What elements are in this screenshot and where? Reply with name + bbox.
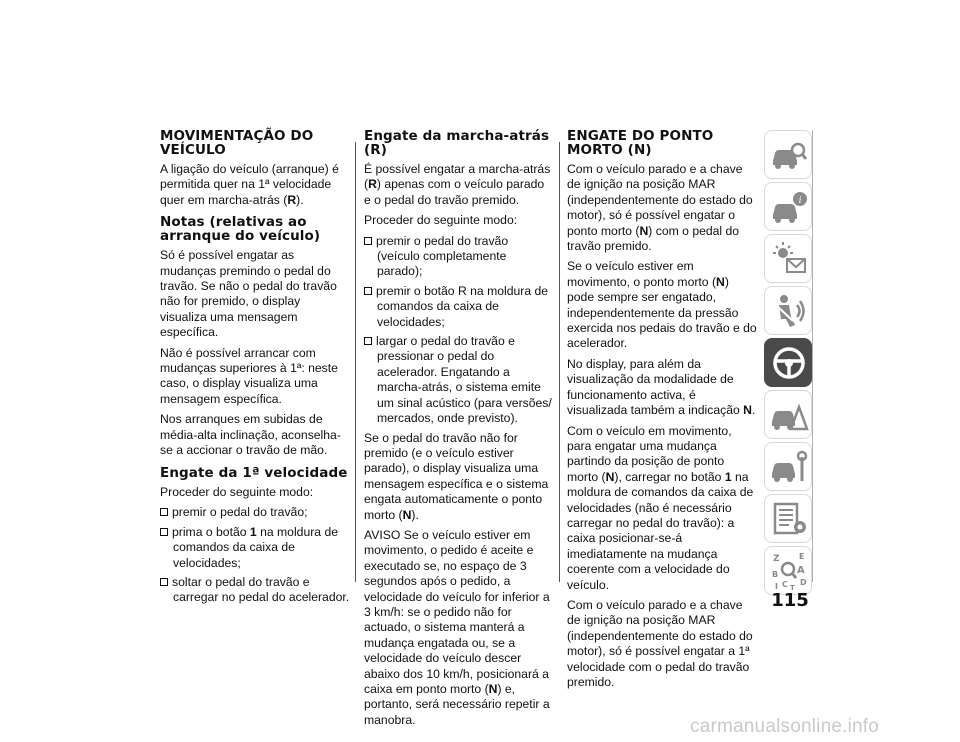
car-info-icon: [769, 187, 809, 227]
checkbox-bullet-icon: [160, 578, 168, 586]
watermark: carmanualsonline.info: [690, 716, 880, 737]
car-search-icon: [769, 135, 809, 175]
list-item: premir o botão R na moldura de comandos da caixa de velocidades;: [364, 284, 554, 330]
svg-text:A: A: [797, 565, 805, 576]
heading-first-gear: Engate da 1ª velocidade: [160, 464, 348, 481]
paragraph: Não é possível arrancar com mudanças superiores à 1ª: neste caso, o display visualiza uma mensagem específica.: [160, 345, 338, 406]
paragraph: Se o veículo estiver em movimento, o ponto morto (N) pode sempre ser engatado, independentemente da pressão exercida nos pedais do travão e do acelerador.: [567, 259, 757, 351]
paragraph: Com o veículo em movimento, para engatar uma mudança partindo da posição de ponto morto (N), carregar no botão 1 na moldura de comandos da caixa de velocidades (não é necessário carregar no pedal do travão): a caixa posicionar-se-á imediatamente na mudança coerente com a velocidade do veículo.: [567, 423, 754, 592]
paragraph: Nos arranques em subidas de média-alta inclinação, aconselha-se a accionar o travão de mão.: [160, 412, 341, 458]
warning-light-icon: [769, 239, 809, 279]
tab-maintenance[interactable]: [764, 442, 812, 491]
tab-car-search[interactable]: [764, 130, 812, 179]
list-item: premir o pedal do travão;: [160, 505, 350, 520]
column-1: [160, 130, 350, 610]
paragraph: AVISO Se o veículo estiver em movimento, o pedido é aceite e executado se, no espaço de 3 segundos após o pedido, a velocidade do veículo for inferior a 3 km/h: se o pedido não for actuado, o sistema manterá a mudança engatada ou, se a velocidade do veículo descer abaixo dos 10 km/h, posicionará a caixa em ponto morto (N) e, portanto, será necessário repetir a manobra.: [364, 527, 550, 727]
checkbox-bullet-icon: [364, 287, 372, 295]
checkbox-bullet-icon: [364, 337, 372, 345]
svg-text:E: E: [799, 552, 805, 561]
heading-reverse-gear: Engate da marcha-atrás (R): [364, 128, 550, 158]
paragraph: Com o veículo parado e a chave de ignição na posição MAR (independentemente do estado do motor), só é possível engatar o ponto morto (N) com o pedal do travão premido.: [567, 162, 753, 254]
list-item: prima o botão 1 na moldura de comandos da caixa de velocidades;: [160, 525, 350, 571]
tab-car-info[interactable]: [764, 182, 812, 231]
column-3: [567, 130, 757, 695]
svg-text:T: T: [790, 584, 795, 591]
tab-warning-lights[interactable]: [764, 234, 812, 283]
svg-text:D: D: [800, 578, 807, 587]
checkbox-bullet-icon: [364, 237, 372, 245]
list-item: soltar o pedal do travão e carregar no pedal do acelerador.: [160, 575, 350, 606]
list-item: premir o pedal do travão (veículo completamente parado);: [364, 234, 554, 280]
svg-text:i: i: [798, 195, 802, 206]
svg-text:Z: Z: [773, 554, 780, 564]
heading-neutral: ENGATE DO PONTO MORTO (N): [567, 128, 714, 158]
paragraph: Se o pedal do travão não for premido (e o veículo estiver parado), o display visualiza uma mensagem específica e o sistema engata automaticamente o ponto morto (N).: [364, 430, 549, 522]
paragraph: Com o veículo parado e a chave de ignição na posição MAR (independentemente do estado do motor), só é possível engatar a 1ª velocidade com o pedal do travão premido.: [567, 597, 753, 689]
tab-safety[interactable]: [764, 286, 812, 335]
paragraph: Proceder do seguinte modo:: [160, 485, 314, 499]
paragraph: Só é possível engatar as mudanças premindo o pedal do travão. Se não o pedal do travão não for premido, o display visualiza uma mensagem específica.: [160, 248, 337, 340]
paragraph: No display, para além da visualização da modalidade de funcionamento activa, é visualizada também a indicação N.: [567, 356, 756, 418]
page-number: 115: [771, 590, 809, 611]
checkbox-bullet-icon: [160, 508, 168, 516]
seatbelt-person-icon: [769, 291, 809, 331]
list-item: largar o pedal do travão e pressionar o pedal do acelerador. Engatando a marcha-atrás, o sistema emite um sinal acústico (para versões/ mercados, onde previsto).: [364, 334, 554, 426]
svg-text:I: I: [775, 582, 778, 591]
car-warning-triangle-icon: [769, 395, 809, 435]
column-divider-2: [559, 142, 560, 582]
tab-starting-driving[interactable]: [764, 338, 812, 387]
heading-starting-notes: Notas (relativas ao arranque do veículo): [160, 214, 321, 244]
paragraph: É possível engatar a marcha-atrás (R) apenas com o veículo parado e o pedal do travão premido.: [364, 162, 551, 207]
paragraph: A ligação do veículo (arranque) é permitida quer na 1ª velocidade quer em marcha-atrás (R).: [160, 162, 339, 207]
specifications-list-icon: [769, 499, 809, 539]
svg-text:C: C: [782, 580, 788, 589]
heading-vehicle-movement: MOVIMENTAÇÃO DO VEÍCULO: [160, 128, 314, 158]
checkbox-bullet-icon: [160, 528, 168, 536]
steering-wheel-icon: [769, 343, 809, 383]
tab-index[interactable]: [764, 546, 812, 595]
column-divider-1: [355, 142, 356, 582]
paragraph: Proceder do seguinte modo:: [364, 213, 518, 228]
tab-emergency[interactable]: [764, 390, 812, 439]
car-wrench-icon: [769, 447, 809, 487]
svg-text:B: B: [772, 570, 779, 579]
index-letters-icon: [769, 551, 809, 591]
tab-technical-data[interactable]: [764, 494, 812, 543]
column-2: [364, 130, 554, 733]
chapter-tabs: [764, 130, 814, 598]
